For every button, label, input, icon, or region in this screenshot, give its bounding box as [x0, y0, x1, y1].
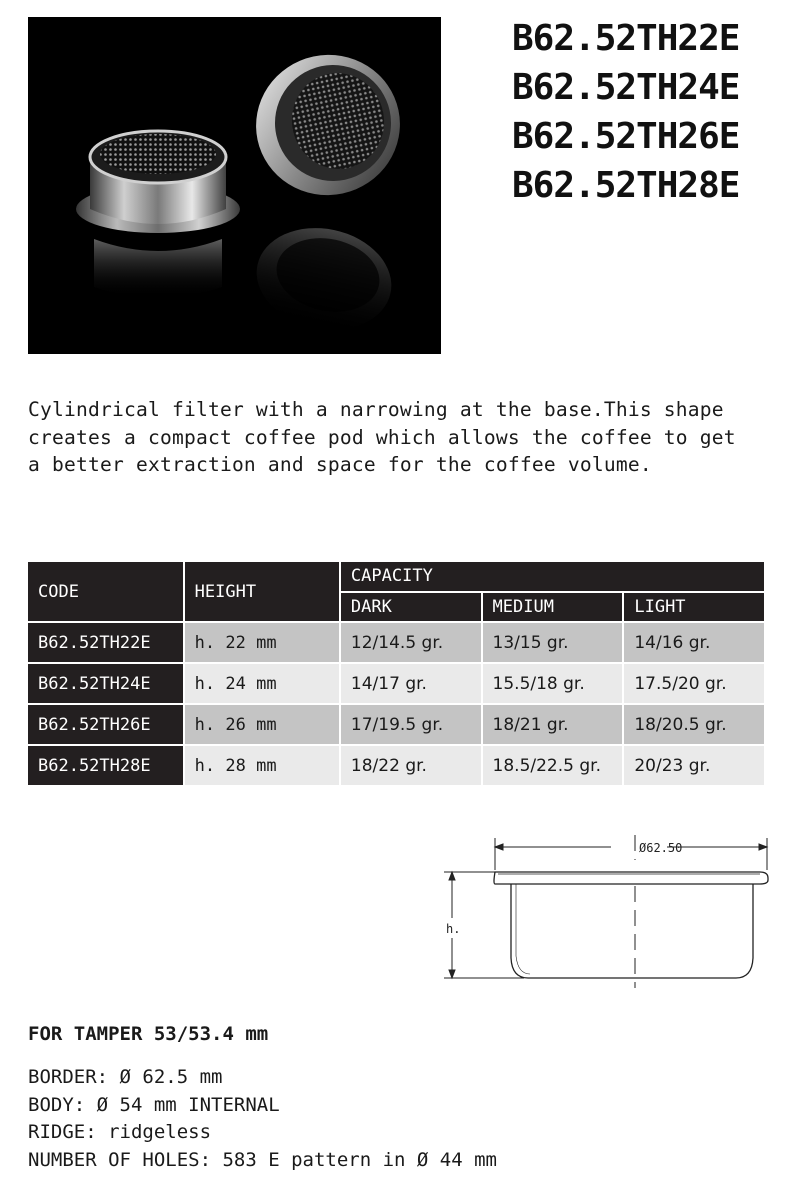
spec-list	[28, 1064, 497, 1174]
row-medium: 18/21 gr.	[483, 705, 623, 744]
spec-border: BORDER: Ø 62.5 mm	[28, 1066, 223, 1088]
header-code: CODE	[28, 562, 183, 621]
spec-holes: NUMBER OF HOLES: 583 E pattern in Ø 44 mm	[28, 1148, 497, 1171]
height-label: h.	[446, 922, 461, 936]
header-height: HEIGHT	[185, 562, 339, 621]
row-dark: 18/22 gr.	[341, 746, 481, 785]
table-row	[28, 746, 764, 785]
filter-baskets-image	[28, 17, 441, 354]
header-medium: MEDIUM	[483, 593, 623, 622]
row-light: 18/20.5 gr.	[624, 705, 764, 744]
product-code: B62.52TH22E	[512, 18, 740, 59]
row-code: B62.52TH26E	[28, 705, 183, 744]
tamper-size: FOR TAMPER 53/53.4 mm	[28, 1023, 269, 1045]
row-height: h. 24 mm	[185, 664, 339, 703]
product-photo	[28, 17, 441, 354]
row-code: B62.52TH22E	[28, 623, 183, 662]
row-medium: 13/15 gr.	[483, 623, 623, 662]
row-code: B62.52TH24E	[28, 664, 183, 703]
diameter-label: Ø62.50	[639, 841, 683, 855]
row-code: B62.52TH28E	[28, 746, 183, 785]
capacity-table	[26, 560, 766, 787]
product-description: Cylindrical filter with a narrowing at the base.This shape creates a compact coffee pod which allows the coffee to get a better extraction and space for the coffee volume.	[28, 398, 736, 476]
row-light: 14/16 gr.	[624, 623, 764, 662]
product-code: B62.52TH26E	[512, 116, 740, 157]
header-light: LIGHT	[624, 593, 764, 622]
row-dark: 12/14.5 gr.	[341, 623, 481, 662]
row-height: h. 22 mm	[185, 623, 339, 662]
row-height: h. 28 mm	[185, 746, 339, 785]
spec-ridge: RIDGE: ridgeless	[28, 1121, 212, 1143]
row-light: 20/23 gr.	[624, 746, 764, 785]
product-code: B62.52TH24E	[512, 67, 740, 108]
table-row	[28, 705, 764, 744]
row-dark: 14/17 gr.	[341, 664, 481, 703]
table-row	[28, 664, 764, 703]
spec-body: BODY: Ø 54 mm INTERNAL	[28, 1093, 280, 1116]
product-code: B62.52TH28E	[512, 165, 740, 206]
row-medium: 18.5/22.5 gr.	[483, 746, 623, 785]
row-dark: 17/19.5 gr.	[341, 705, 481, 744]
table-row	[28, 623, 764, 662]
technical-drawing	[438, 830, 778, 995]
header-dark: DARK	[341, 593, 481, 622]
row-light: 17.5/20 gr.	[624, 664, 764, 703]
product-codes	[512, 14, 772, 210]
header-capacity: CAPACITY	[341, 562, 764, 591]
row-height: h. 26 mm	[185, 705, 339, 744]
row-medium: 15.5/18 gr.	[483, 664, 623, 703]
